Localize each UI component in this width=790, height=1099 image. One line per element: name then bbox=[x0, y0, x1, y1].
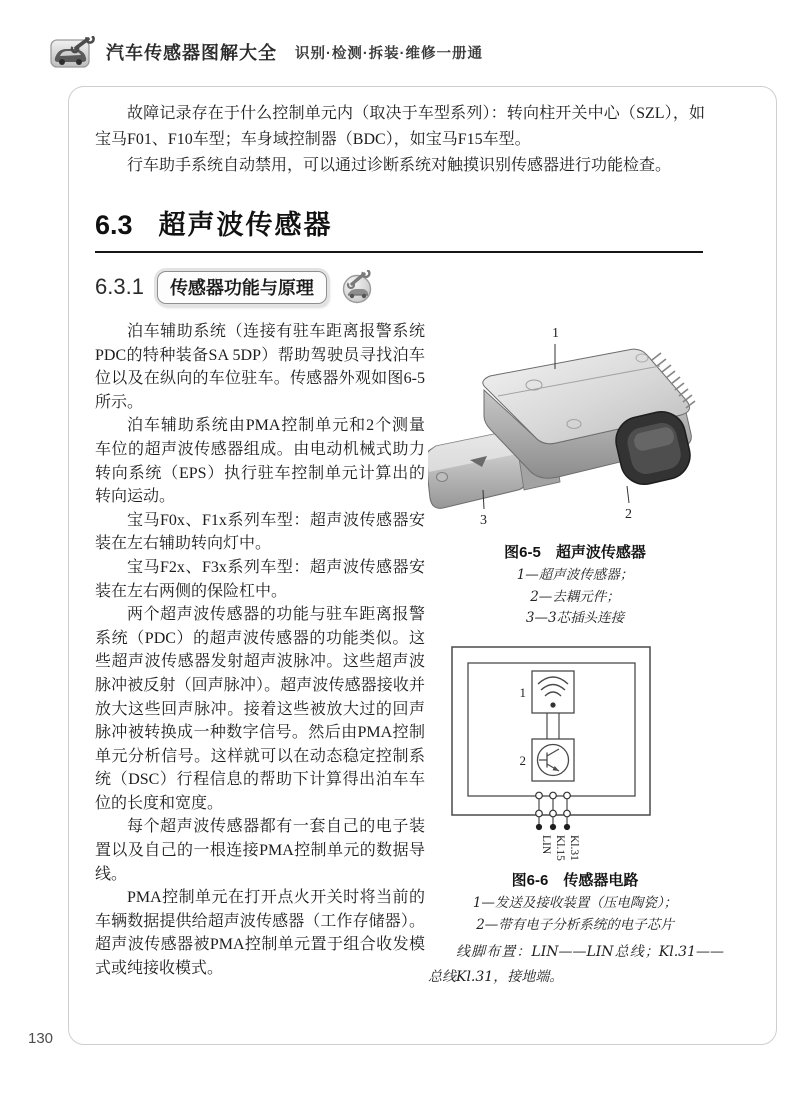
figure-6-5-ultrasonic-sensor-image bbox=[428, 322, 720, 538]
chip-box bbox=[532, 739, 574, 781]
pin-assignment-note: 线脚布置：LIN——LIN总线；Kl.31——总线Kl.31，接地端。 bbox=[428, 944, 724, 985]
paragraph: 宝马F0x、F1x系列车型：超声波传感器安装在左右辅助转向灯中。 bbox=[95, 511, 425, 553]
subsection-number: 6.3.1 bbox=[95, 274, 144, 299]
wrench-car-icon bbox=[340, 270, 374, 304]
wave-icon bbox=[545, 692, 561, 696]
pin-label-kl31: Kl.31 bbox=[568, 835, 580, 861]
component-label-1: 1 bbox=[519, 685, 526, 700]
section-number: 6.3 bbox=[95, 210, 133, 240]
legend-item: 1—发送及接收装置（压电陶瓷）； bbox=[472, 895, 678, 911]
book-title: 汽车传感器图解大全 bbox=[106, 43, 277, 63]
section-title: 超声波传感器 bbox=[158, 210, 333, 240]
paragraph: 故障记录存在于什么控制单元内（取决于车型系列）：转向柱开关中心（SZL），如宝马F01、F10车型；车身域控制器（BDC），如宝马F15车型。 bbox=[95, 105, 705, 148]
legend-item: 1—超声波传感器； bbox=[516, 567, 634, 583]
paragraph: 每个超声波传感器都有一套自己的电子装置以及自己的一根连接PMA控制单元的数据导线。 bbox=[95, 818, 425, 883]
figure-6-5-caption: 图6-5 超声波传感器 bbox=[504, 544, 646, 561]
page-header bbox=[50, 36, 483, 68]
body-text-column bbox=[95, 320, 425, 981]
book-subtitle: 识别·检测·拆装·维修一册通 bbox=[295, 45, 483, 62]
circuit-outer-housing bbox=[452, 647, 650, 815]
subsection-title-badge: 传感器功能与原理 bbox=[157, 271, 327, 304]
component-label-2: 2 bbox=[519, 753, 526, 768]
paragraph: 两个超声波传感器的功能与驻车距离报警系统（PDC）的超声波传感器的功能类似。这些超声波传感器发射超声波脉冲。这些超声波脉冲被反射（回声脉冲）。超声波传感器接收并放大这些回声脉冲。接着这些被放大过的回声脉冲被转换成一种数字信号。然后由PMA控制单元分析信号。这样就可以在动态稳定控制系统（DSC）行程信息的帮助下计算得出泊车车位的长度和宽度。 bbox=[95, 606, 425, 812]
paragraph: 行车助手系统自动禁用，可以通过诊断系统对触摸识别传感器进行功能检查。 bbox=[127, 157, 672, 174]
terminal-ends bbox=[536, 824, 570, 830]
intro-text bbox=[95, 101, 705, 179]
callout-2: 2 bbox=[625, 507, 632, 522]
page-number: 130 bbox=[28, 1030, 54, 1047]
callout-3: 3 bbox=[480, 513, 487, 528]
legend-item: 2—去耦元件； bbox=[530, 588, 620, 605]
figure-6-5-legend bbox=[430, 565, 720, 630]
pin-label-lin: LIN bbox=[540, 835, 552, 855]
figure-6-6-caption: 图6-6 传感器电路 bbox=[511, 872, 639, 889]
figure-6-6-legend bbox=[430, 893, 720, 936]
figure-6-6-sensor-circuit-diagram bbox=[430, 643, 720, 868]
pin-label-kl15: Kl.15 bbox=[554, 835, 566, 861]
paragraph: PMA控制单元在打开点火开关时将当前的车辆数据提供给超声波传感器（工作存储器）。超声波传感器被PMA控制单元置于组合收发模式或纯接收模式。 bbox=[95, 889, 425, 978]
subsection-heading bbox=[95, 270, 374, 304]
callout-1: 1 bbox=[552, 326, 559, 341]
section-heading bbox=[95, 203, 703, 253]
car-wrench-logo-icon bbox=[50, 36, 96, 68]
paragraph: 泊车辅助系统由PMA控制单元和2个测量车位的超声波传感器组成。由电动机械式助力转向系统（EPS）执行驻车控制单元计算出的转向运动。 bbox=[95, 417, 425, 506]
legend-item: 3—3芯插头连接 bbox=[525, 610, 625, 626]
paragraph: 宝马F2x、F3x系列车型：超声波传感器安装在左右两侧的保险杠中。 bbox=[95, 558, 425, 600]
legend-item: 2—带有电子分析系统的电子芯片 bbox=[476, 916, 674, 933]
paragraph: 泊车辅助系统（连接有驻车距离报警系统PDC的特种装备SA 5DP）帮助驾驶员寻找泊车位以及在纵向的车位驻车。传感器外观如图6-5所示。 bbox=[95, 323, 425, 411]
